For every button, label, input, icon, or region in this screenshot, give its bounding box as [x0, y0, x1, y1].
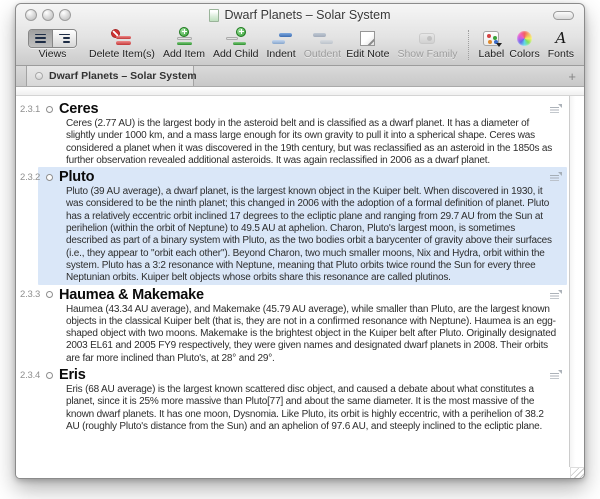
label-icon — [483, 31, 499, 46]
views-control — [28, 28, 77, 62]
close-button[interactable] — [25, 9, 37, 21]
color-wheel-icon — [517, 31, 532, 46]
resize-grip-icon[interactable] — [570, 467, 584, 479]
indent-icon — [269, 29, 293, 48]
item-note[interactable]: Ceres (2.77 AU) is the largest body in the asteroid belt and is classified as a dwarf planet. It has a diameter of slightly under 1000 km, and a mass large enough for its own gravity to pull it into a spherical shape. Ceres was considered a planet when it was discovered in the 19th century, but was reclassified as an asteroid in the 1850s as further observation revealed additional asteroids. It was again reclassified in 2006 as a dwarf planet. — [66, 118, 553, 166]
add-item-button[interactable]: Add Item — [163, 28, 205, 62]
delete-item-button[interactable]: Delete Item(s) — [89, 28, 155, 62]
bullet-icon[interactable] — [46, 372, 53, 379]
menu-caret-icon — [496, 43, 502, 47]
show-family-icon — [419, 33, 435, 44]
outline-view-icon — [59, 34, 70, 43]
item-number: 2.3.2 — [20, 171, 41, 183]
window-title: Dwarf Planets – Solar System — [224, 8, 391, 22]
add-child-button[interactable]: Add Child — [213, 28, 259, 62]
add-child-icon — [224, 29, 248, 48]
item-number: 2.3.1 — [20, 103, 41, 115]
item-title[interactable]: Ceres — [59, 101, 99, 117]
colors-button[interactable]: Colors — [509, 28, 539, 62]
outline-item-haumea-makemake — [16, 287, 584, 365]
item-number: 2.3.3 — [20, 289, 41, 301]
minimize-button[interactable] — [42, 9, 54, 21]
bullet-icon[interactable] — [46, 106, 53, 113]
new-tab-button[interactable]: + — [568, 68, 576, 84]
title-group — [209, 8, 390, 22]
item-note[interactable]: Pluto (39 AU average), a dwarf planet, is the largest known object in the Kuiper belt. When discovered in 1930, it was considered to be the ninth planet; this changed in 2006 with the adoption of a formal definition of planet. Pluto has a relatively eccentric orbit inclined 17 degrees to the ecliptic plane and ranging from 29.7 AU from the Sun at perihelion (within the orbit of Neptune) to 49.5 AU at aphelion. Charon, Pluto's largest moon, is sometimes described as part of a binary system with Pluto, as the two bodies orbit a barycenter of gravity above their surfaces (i.e., they appear to "orbit each other"). Beyond Charon, two much smaller moons, Nix and Hydra, orbit within the system. Pluto has a 3:2 resonance with Neptune, meaning that Pluto orbits twice round the Sun for every three Neptunian orbits. Kuiper belt objects whose orbits share this resonance are called plutinos. — [66, 186, 552, 284]
toolbar-divider — [468, 30, 469, 60]
label-menu-button[interactable]: Label — [479, 28, 505, 62]
document-icon — [209, 9, 219, 22]
tab-bar — [16, 66, 584, 87]
tab-label: Dwarf Planets – Solar System — [49, 70, 197, 82]
note-indicator-icon[interactable] — [550, 104, 562, 114]
tab-close-icon[interactable] — [35, 72, 43, 80]
item-note[interactable]: Eris (68 AU average) is the largest known scattered disc object, and caused a debate about what constitutes a planet, since it is 25% more massive than Pluto[77] and about the same diameter. It is the most massive of the known dwarf planets. It has one moon, Dysnomia. Like Pluto, its orbit is highly eccentric, with a perihelion of 38.2 AU (roughly Pluto's distance from the Sun) and an aphelion of 97.6 AU, and steeply inclined to the ecliptic plane. — [66, 384, 544, 432]
traffic-lights — [25, 9, 71, 21]
vertical-scrollbar[interactable] — [569, 96, 584, 467]
note-indicator-icon[interactable] — [550, 290, 562, 300]
ruler-strip — [16, 87, 584, 96]
note-indicator-icon[interactable] — [550, 370, 562, 380]
show-family-button[interactable]: Show Family — [397, 28, 457, 62]
bullet-icon[interactable] — [46, 291, 53, 298]
item-number: 2.3.4 — [20, 369, 41, 381]
tab-dwarf-planets[interactable] — [26, 66, 197, 86]
outline-item-eris — [16, 367, 584, 433]
outline-view-button[interactable] — [52, 30, 76, 47]
window-chrome — [16, 4, 584, 66]
app-window — [15, 3, 585, 479]
indent-button[interactable]: Indent — [267, 28, 296, 62]
item-note[interactable]: Haumea (43.34 AU average), and Makemake (45.79 AU average), while smaller than Pluto, are the largest known objects in the classical Kuiper belt (that is, they are not in a confirmed resonance with Neptune). Haumea is an egg-shaped object with two moons. Makemake is the brightest object in the Kuiper belt after Pluto. Originally designated 2003 EL61 and 2005 FY9 respectively, they were given names and designated dwarf planets in 2008. Their orbits are far more inclined than Pluto's, at 28° and 29°. — [66, 303, 556, 364]
outdent-button[interactable]: Outdent — [304, 28, 341, 62]
list-view-icon — [35, 34, 46, 43]
item-title[interactable]: Eris — [59, 367, 86, 384]
outline-content — [16, 96, 584, 479]
views-label: Views — [38, 48, 67, 60]
bullet-icon[interactable] — [46, 174, 53, 181]
item-title[interactable]: Pluto — [59, 169, 95, 186]
add-item-icon — [172, 29, 196, 48]
note-indicator-icon[interactable] — [550, 172, 562, 182]
titlebar[interactable] — [16, 4, 584, 26]
toolbar — [16, 26, 584, 65]
toolbar-toggle-button[interactable] — [553, 11, 574, 20]
item-title[interactable]: Haumea & Makemake — [59, 286, 204, 303]
delete-item-icon — [110, 29, 134, 48]
fonts-button[interactable]: A Fonts — [547, 28, 575, 60]
outline-item-pluto — [16, 169, 584, 284]
edit-note-icon — [360, 31, 375, 46]
outdent-icon — [310, 29, 334, 48]
list-view-button[interactable] — [29, 30, 52, 47]
edit-note-button[interactable]: Edit Note — [346, 28, 389, 62]
outline-item-ceres — [16, 101, 584, 167]
fonts-icon: A — [555, 28, 567, 47]
zoom-button[interactable] — [59, 9, 71, 21]
views-segmented-control — [28, 29, 77, 48]
